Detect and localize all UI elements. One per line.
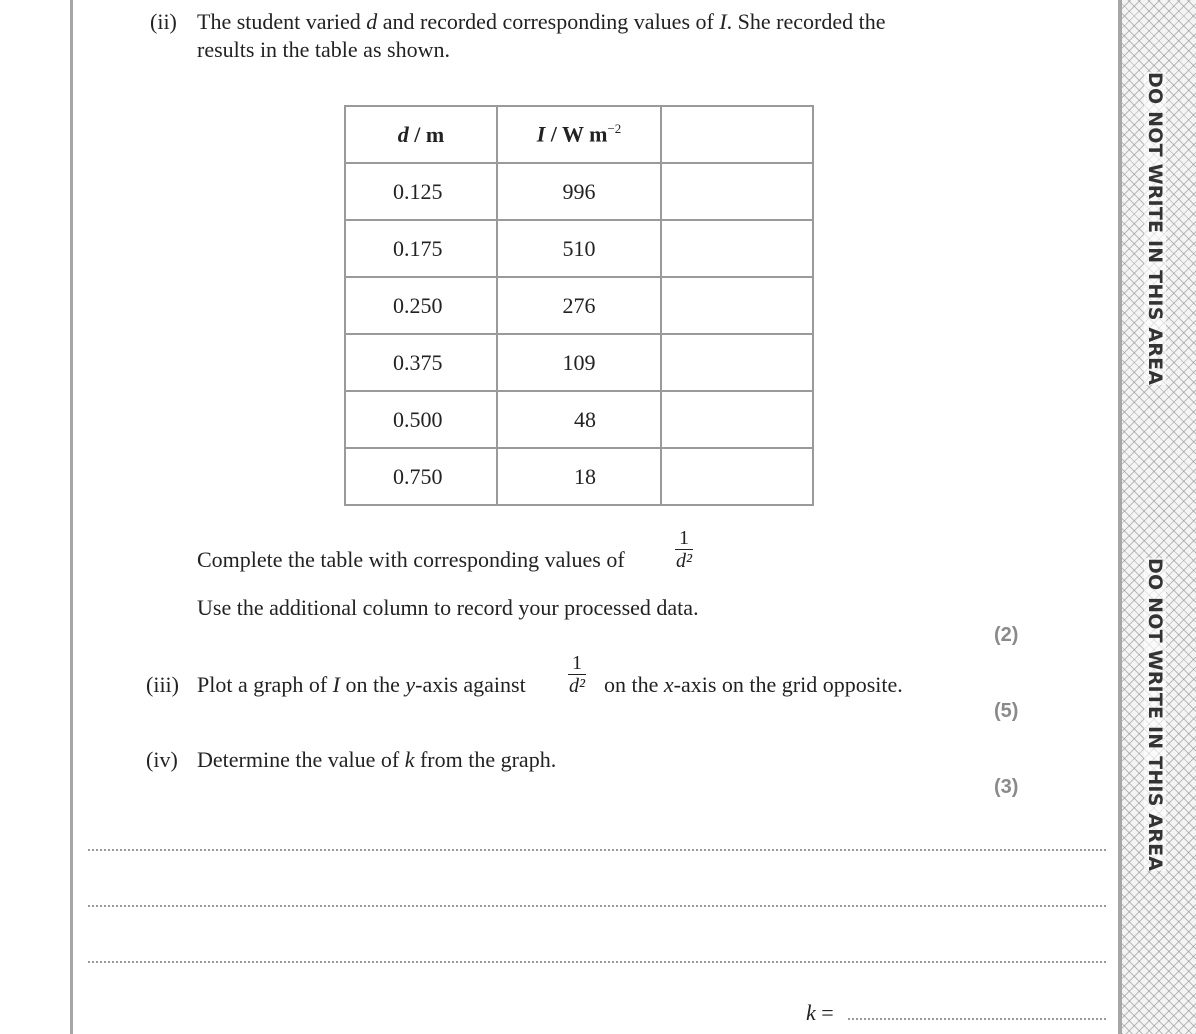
cell-I: 18 [497,448,661,505]
answer-line-2[interactable] [88,905,1106,907]
answer-line-1[interactable] [88,849,1106,851]
header-d [345,106,497,163]
part-iii-text-d: on the [604,672,664,697]
part-ii-text-a: The student varied [197,9,367,34]
part-ii-var-d: d [366,9,378,34]
cell-I: 276 [497,277,661,334]
instruction-complete [197,547,625,573]
fraction-denominator: d² [569,675,585,697]
part-iii-number: (iii) [146,672,179,697]
cell-processed-blank[interactable] [661,391,813,448]
cell-d: 0.750 [345,448,497,505]
part-iv-text-a: Determine the value of [197,747,405,772]
margin-warning-bottom: DO NOT WRITE IN THIS AREA [1144,558,1166,872]
part-iii-var-I: I [332,672,340,697]
cell-d: 0.125 [345,163,497,220]
k-answer-label [806,1000,834,1026]
k-answer-equals: = [815,1000,834,1025]
table-row [345,277,813,334]
part-ii-line-2: results in the table as shown. [197,37,450,62]
cell-d: 0.500 [345,391,497,448]
part-ii-number: (ii) [150,9,177,34]
header-I-var: I [536,121,546,147]
part-iii-text-a: Plot a graph of [197,672,333,697]
header-I [497,106,661,163]
header-d-var: d [397,121,409,147]
cell-d: 0.250 [345,277,497,334]
left-border-rule [70,0,73,1034]
table-row [345,448,813,505]
instruction-complete-text: Complete the table with corresponding values of [197,547,625,572]
cell-I: 996 [497,163,661,220]
fraction-numerator: 1 [675,527,693,550]
part-iii-var-x: x [663,672,674,697]
table-row [345,334,813,391]
table-row [345,391,813,448]
fraction-numerator: 1 [568,652,586,675]
results-table [344,105,814,506]
part-ii-text-b: and recorded corresponding values of [377,9,720,34]
part-ii-line-1 [197,9,886,35]
header-d-unit: / m [408,121,445,147]
cell-processed-blank[interactable] [661,277,813,334]
table-row [345,220,813,277]
k-answer-line[interactable] [848,1018,1106,1020]
marks-ii: (2) [994,624,1019,646]
instruction-use: Use the additional column to record your processed data. [197,595,699,620]
part-ii-var-I: I [719,9,727,34]
part-iii-text-before [197,672,526,698]
part-iii-text-after [604,672,903,698]
header-I-unit: / W m [545,121,608,147]
part-iv-text [197,747,556,773]
part-iii-var-y: y [405,672,416,697]
marks-iii: (5) [994,700,1019,722]
cell-d: 0.175 [345,220,497,277]
k-answer-var: k [806,1000,816,1025]
table-row [345,163,813,220]
table-header-row [345,106,813,163]
part-iv-text-b: from the graph. [414,747,557,772]
part-iii-text-e: -axis on the grid opposite. [673,672,903,697]
part-iii-text-b: on the [339,672,406,697]
part-iv-number: (iv) [146,747,178,772]
cell-processed-blank[interactable] [661,220,813,277]
margin-warning-top: DO NOT WRITE IN THIS AREA [1144,72,1166,386]
part-iii-fraction [568,652,586,697]
header-processed-blank[interactable] [661,106,813,163]
part-ii-text-c: . She recorded the [726,9,886,34]
cell-I: 109 [497,334,661,391]
part-iv-var-k: k [404,747,415,772]
cell-processed-blank[interactable] [661,163,813,220]
marks-iv: (3) [994,776,1019,798]
header-I-exponent: −2 [607,121,622,137]
cell-I: 510 [497,220,661,277]
instruction-fraction [675,527,693,572]
cell-processed-blank[interactable] [661,448,813,505]
answer-line-3[interactable] [88,961,1106,963]
part-iii-text-c: -axis against [415,672,526,697]
cell-processed-blank[interactable] [661,334,813,391]
cell-d: 0.375 [345,334,497,391]
cell-I: 48 [497,391,661,448]
fraction-denominator: d² [676,550,692,572]
